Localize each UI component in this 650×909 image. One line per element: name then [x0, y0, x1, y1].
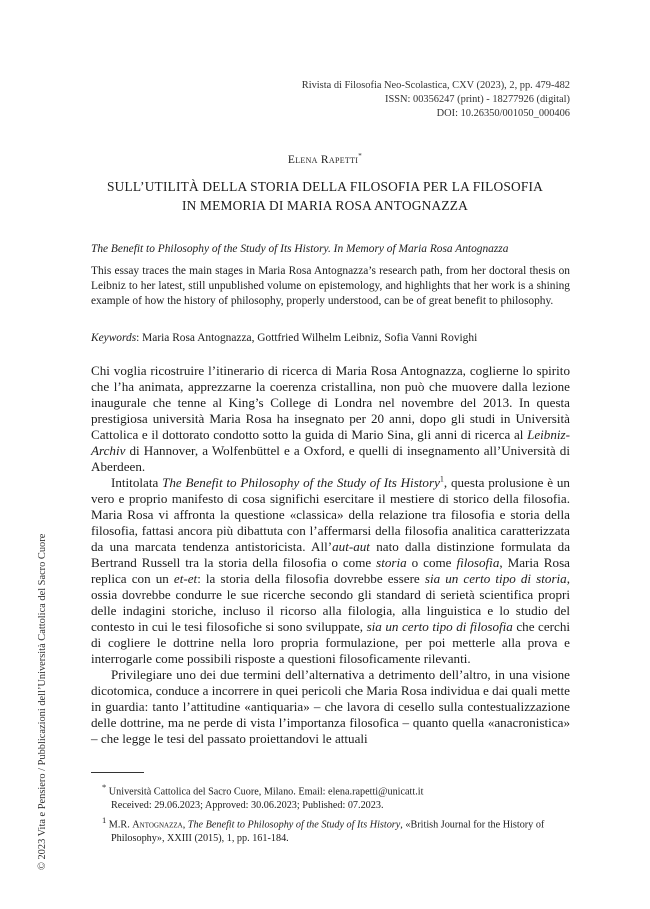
title-line-1: SULL’UTILITÀ DELLA STORIA DELLA FILOSOFIA PER LA FILOSOFIA [106, 179, 544, 194]
paragraph-3: Privilegiare uno dei due termini dell’alternativa a detrimento dell’altro, in una visione dicotomica, conduce a incorrere in quei pericoli che Maria Rosa individua e dai quali mette in guardia: tanto l’attitudine «antiquaria» – che lavora di cesello sulla contestualizzazione delle dottrine, ma ne perde di vista l’importanza filosofica – quanto quella «anacronistica» – che legge le tesi del passato proiettandovi le attuali [91, 667, 570, 746]
footnote-author-mark: * [102, 782, 107, 792]
title-line-2: IN MEMORIA DI MARIA ROSA ANTOGNAZZA [181, 198, 469, 213]
abstract: This essay traces the main stages in Maria Rosa Antognazza’s research path, from her doctoral thesis on Leibniz to her latest, still unpublished volume on epistemology, and highlights that her work is a shining example of how the history of philosophy, properly understood, can be of great benefit to philosophy. [91, 265, 570, 307]
footnote-ref-1[interactable]: 1 [439, 474, 444, 484]
footnote-divider [91, 772, 144, 773]
p2-text-k: : la storia della filosofia dovrebbe essere [197, 571, 425, 586]
p2-italic-filosofia-phrase: sia un certo tipo di filosofia [366, 619, 513, 634]
p2-text-e: nato dalla distinzione formulata da Bertrand Russell tra la storia della filosofia o come [91, 539, 571, 570]
author-line [0, 152, 650, 166]
footnote-author-line-1 [91, 781, 570, 799]
p1-text-a: Chi voglia ricostruire l’itinerario di ricerca di Maria Rosa Antognazza, coglierne lo spirito che l’ha animata, apprezzarne la coerenza cristallina, non può che muovere dalla lezione inaugurale che tenne al King’s College di Londra nel novembre del 2013. In questa prestigiosa università Maria Rosa ha insegnato per 20 anni, dopo gli studi in Università Cattolica e il dottorato condotto sotto la guida di Mario Sina, gli anni di ricerca al [91, 363, 570, 442]
doi-line: DOI: 10.26350/001050_000406 [436, 108, 570, 119]
author-footnote-mark: * [358, 152, 363, 160]
author-name: Elena Rapetti [287, 153, 359, 166]
copyright-notice: © 2023 Vita e Pensiero / Pubblicazioni dell’Università Cattolica del Sacro Cuore [37, 533, 48, 870]
footnote-1-c: , [182, 819, 188, 831]
p1-text-c: di Hannover, a Wolfenbüttel e a Oxford, e quelli di insegnamento all’Università di Aberdeen. [91, 443, 570, 474]
footnote-1-text [91, 814, 570, 845]
p2-text-o: che cerchi di cogliere le dottrine nella loro propria formulazione, per poi metterle alla prova e interrogarle come possibili risposte a questioni filosoficamente rilevanti. [91, 619, 571, 666]
footnote-1-a: M.R. [108, 819, 133, 831]
p2-text-g: o come [406, 555, 457, 570]
p2-text-i: , Maria Rosa replica con un [91, 555, 570, 586]
p2-italic-aut-aut: aut-aut [332, 539, 370, 554]
paragraph-2 [91, 475, 570, 667]
keywords [91, 331, 570, 346]
article-title [0, 177, 650, 215]
issn-line: ISSN: 00356247 (print) - 18277926 (digital) [385, 94, 570, 105]
p2-italic-storia: storia [376, 555, 407, 570]
p2-italic-storia-phrase: sia un certo tipo di storia [424, 571, 567, 586]
p1-italic-leibniz-archiv: Leibniz-Archiv [91, 427, 570, 458]
body-text [91, 363, 570, 747]
english-title: The Benefit to Philosophy of the Study of Its History. In Memory of Maria Rosa Antognazza [91, 243, 509, 255]
keywords-label: Keywords [91, 332, 137, 344]
footnote-1-title: The Benefit to Philosophy of the Study of Its History [187, 819, 401, 831]
p2-text-a: Intitolata [111, 475, 163, 490]
p2-italic-et-et: et-et [173, 571, 198, 586]
footnote-1-e: , «British Journal for the History of Philosophy», XXIII (2015), 1, pp. 161-184. [111, 819, 545, 844]
p2-italic-title: The Benefit to Philosophy of the Study of Its History [162, 475, 440, 490]
footnote-author-affiliation: Università Cattolica del Sacro Cuore, Milano. Email: elena.rapetti@unicatt.it [108, 786, 424, 798]
running-header [302, 79, 570, 121]
journal-citation: Rivista di Filosofia Neo-Scolastica, CXV (2023), 2, pp. 479-482 [301, 80, 570, 91]
footnote-author [91, 781, 570, 812]
paragraph-1 [91, 363, 570, 475]
keywords-separator: : [136, 332, 143, 344]
footnote-1-mark: 1 [102, 815, 107, 825]
p2-italic-filosofia: filosofia [456, 555, 500, 570]
p2-text-m: , ossia dovrebbe condurre le sue ricerche secondo gli standard di serietà scientifica propri delle indagini storiche, incluso il ricorso alla filologia, alla linguistica e lo studio del contesto in cui le tesi filosofiche si sono sviluppate, [91, 571, 571, 634]
p2-text-c: , questa prolusione è un vero e proprio manifesto di cosa significhi esercitare il mestiere di storico della filosofia. Maria Rosa vi affronta la questione «classica» della relazione tra filosofia e storia della filosofia, fattasi ancora più dibattuta con l’affermarsi della filosofia analitica caratterizzata da una marcata tendenza antistoricista. All’ [91, 475, 570, 554]
keywords-text: Maria Rosa Antognazza, Gottfried Wilhelm Leibniz, Sofia Vanni Rovighi [142, 332, 478, 344]
footnote-author-dates: Received: 29.06.2023; Approved: 30.06.2023; Published: 07.2023. [111, 799, 384, 811]
footnote-1-author: Antognazza [132, 819, 183, 831]
footnote-1 [91, 814, 570, 845]
